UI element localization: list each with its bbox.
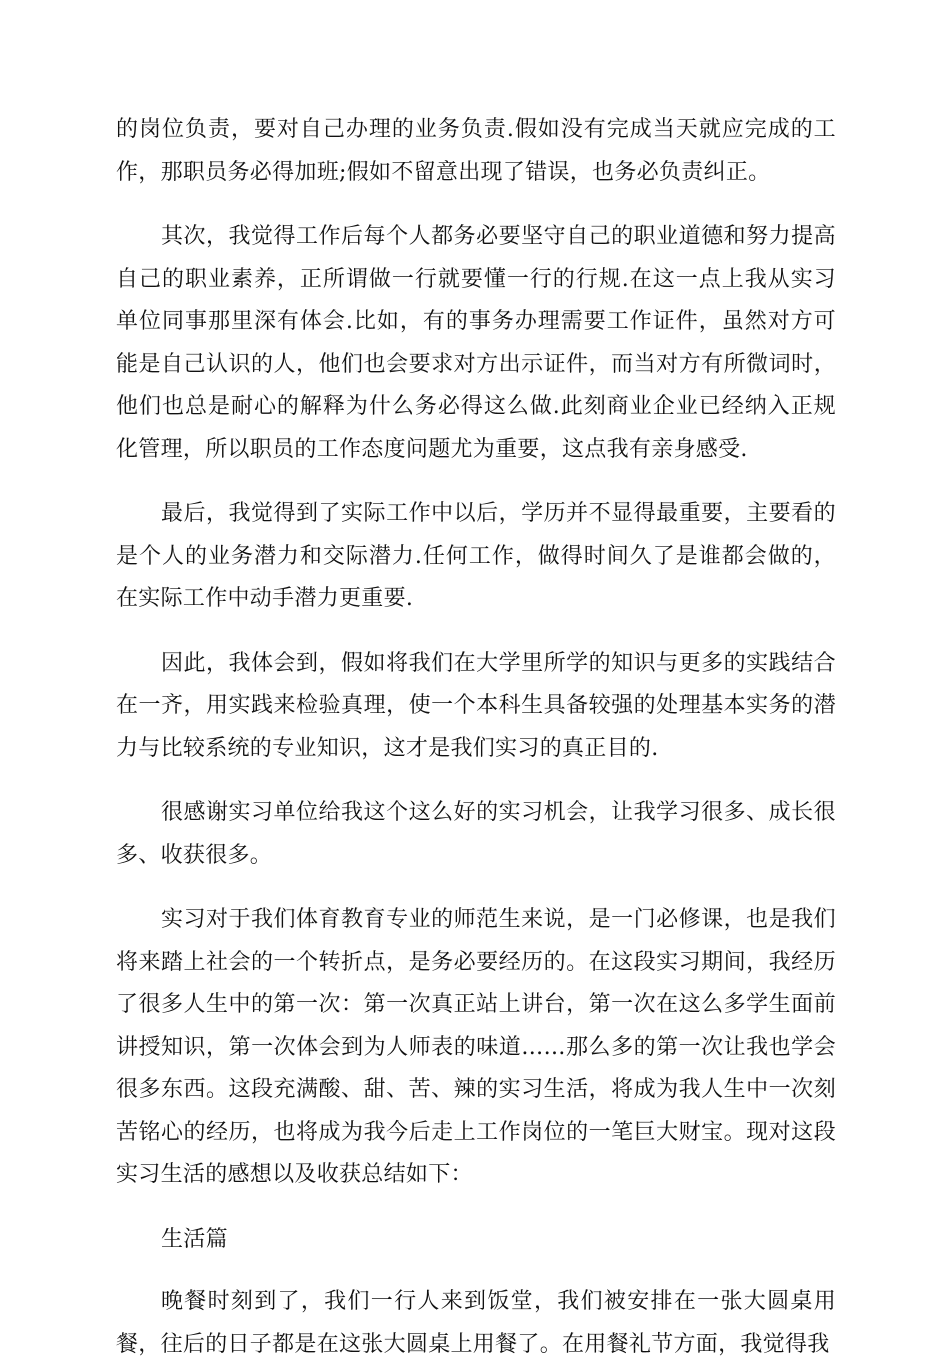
paragraph-thanks: 很感谢实习单位给我这个这么好的实习机会，让我学习很多、成长很多、收获很多。	[116, 800, 836, 868]
document-body	[116, 109, 836, 1366]
paragraph-conclusion: 因此，我体会到，假如将我们在大学里所学的知识与更多的实践结合在一齐，用实践来检验真理，使一个本科生具备较强的处理基本实务的潜力与比较系统的专业知识，这才是我们实习的真正目的.	[116, 650, 836, 761]
paragraph-dinner: 晚餐时刻到了，我们一行人来到饭堂，我们被安排在一张大圆桌用餐，往后的日子都是在这张大圆桌上用餐了。在用餐礼节方面，我觉得我	[116, 1289, 836, 1357]
paragraph-continuation: 的岗位负责，要对自己办理的业务负责.假如没有完成当天就应完成的工作，那职员务必得加班;假如不留意出现了错误，也务必负责纠正。	[116, 117, 836, 185]
paragraph-internship-intro: 实习对于我们体育教育专业的师范生来说，是一门必修课，也是我们将来踏上社会的一个转折点，是务必要经历的。在这段实习期间，我经历了很多人生中的第一次：第一次真正站上讲台，第一次在这么多学生面前讲授知识，第一次体会到为人师表的味道……那么多的第一次让我也学会很多东西。这段充满酸、甜、苦、辣的实习生活，将成为我人生中一次刻苦铭心的经历，也将成为我今后走上工作岗位的一笔巨大财宝。现对这段实习生活的感想以及收获总结如下：	[116, 907, 836, 1187]
paragraph-professional-ethics: 其次，我觉得工作后每个人都务必要坚守自己的职业道德和努力提高自己的职业素养，正所谓做一行就要懂一行的行规.在这一点上我从实习单位同事那里深有体会.比如，有的事务办理需要工作证件，虽然对方可能是自己认识的人，他们也会要求对方出示证件，而当对方有所微词时，他们也总是耐心的解释为什么务必得这么做.此刻商业企业已经纳入正规化管理，所以职员的工作态度问题尤为重要，这点我有亲身感受.	[116, 224, 836, 462]
section-heading-life: 生活篇	[161, 1226, 228, 1252]
paragraph-practical-ability: 最后，我觉得到了实际工作中以后，学历并不显得最重要，主要看的是个人的业务潜力和交际潜力.任何工作，做得时间久了是谁都会做的，在实际工作中动手潜力更重要.	[116, 501, 836, 611]
